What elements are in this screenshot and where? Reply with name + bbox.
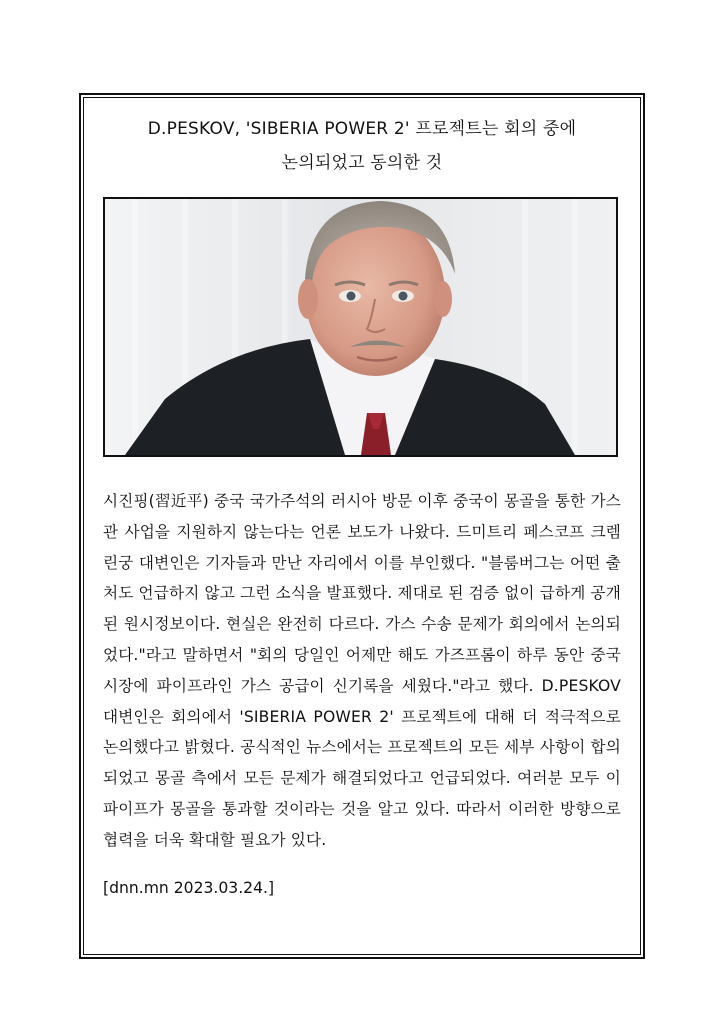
title-line-2: 논의되었고 동의한 것 [281, 153, 443, 173]
article-source: [dnn.mn 2023.03.24.] [103, 879, 275, 897]
title-line-1: D.PESKOV, 'SIBERIA POWER 2' 프로젝트는 회의 중에 [147, 119, 577, 139]
article-title [100, 112, 624, 180]
article-photo [103, 197, 618, 457]
article-body: 시진핑(習近平) 중국 국가주석의 러시아 방문 이후 중국이 몽골을 통한 가스관 사업을 지원하지 않는다는 언론 보도가 나왔다. 드미트리 페스코프 크렘린궁 대변인은 기자들과 만난 자리에서 이를 부인했다. "블룸버그는 어떤 출처도 언급하지 않고 그런 소식을 발표했다. 제대로 된 검증 없이 급하게 공개된 원시정보이다. 현실은 완전히 다르다. 가스 수송 문제가 회의에서 논의되었다."라고 말하면서 "회의 당일인 어제만 해도 가즈프롬이 하루 동안 중국 시장에 파이프라인 가스 공급이 신기록을 세웠다."라고 했다. D.PESKOV 대변인은 회의에서 'SIBERIA POWER 2' 프로젝트에 대해 더 적극적으로 논의했다고 밝혔다. 공식적인 뉴스에서는 프로젝트의 모든 세부 사항이 합의되었고 몽골 측에서 모든 문제가 해결되었다고 언급되었다. 여러분 모두 이 파이프가 몽골을 통과할 것이라는 것을 알고 있다. 따라서 이러한 방향으로 협력을 더욱 확대할 필요가 있다. [103, 492, 621, 849]
